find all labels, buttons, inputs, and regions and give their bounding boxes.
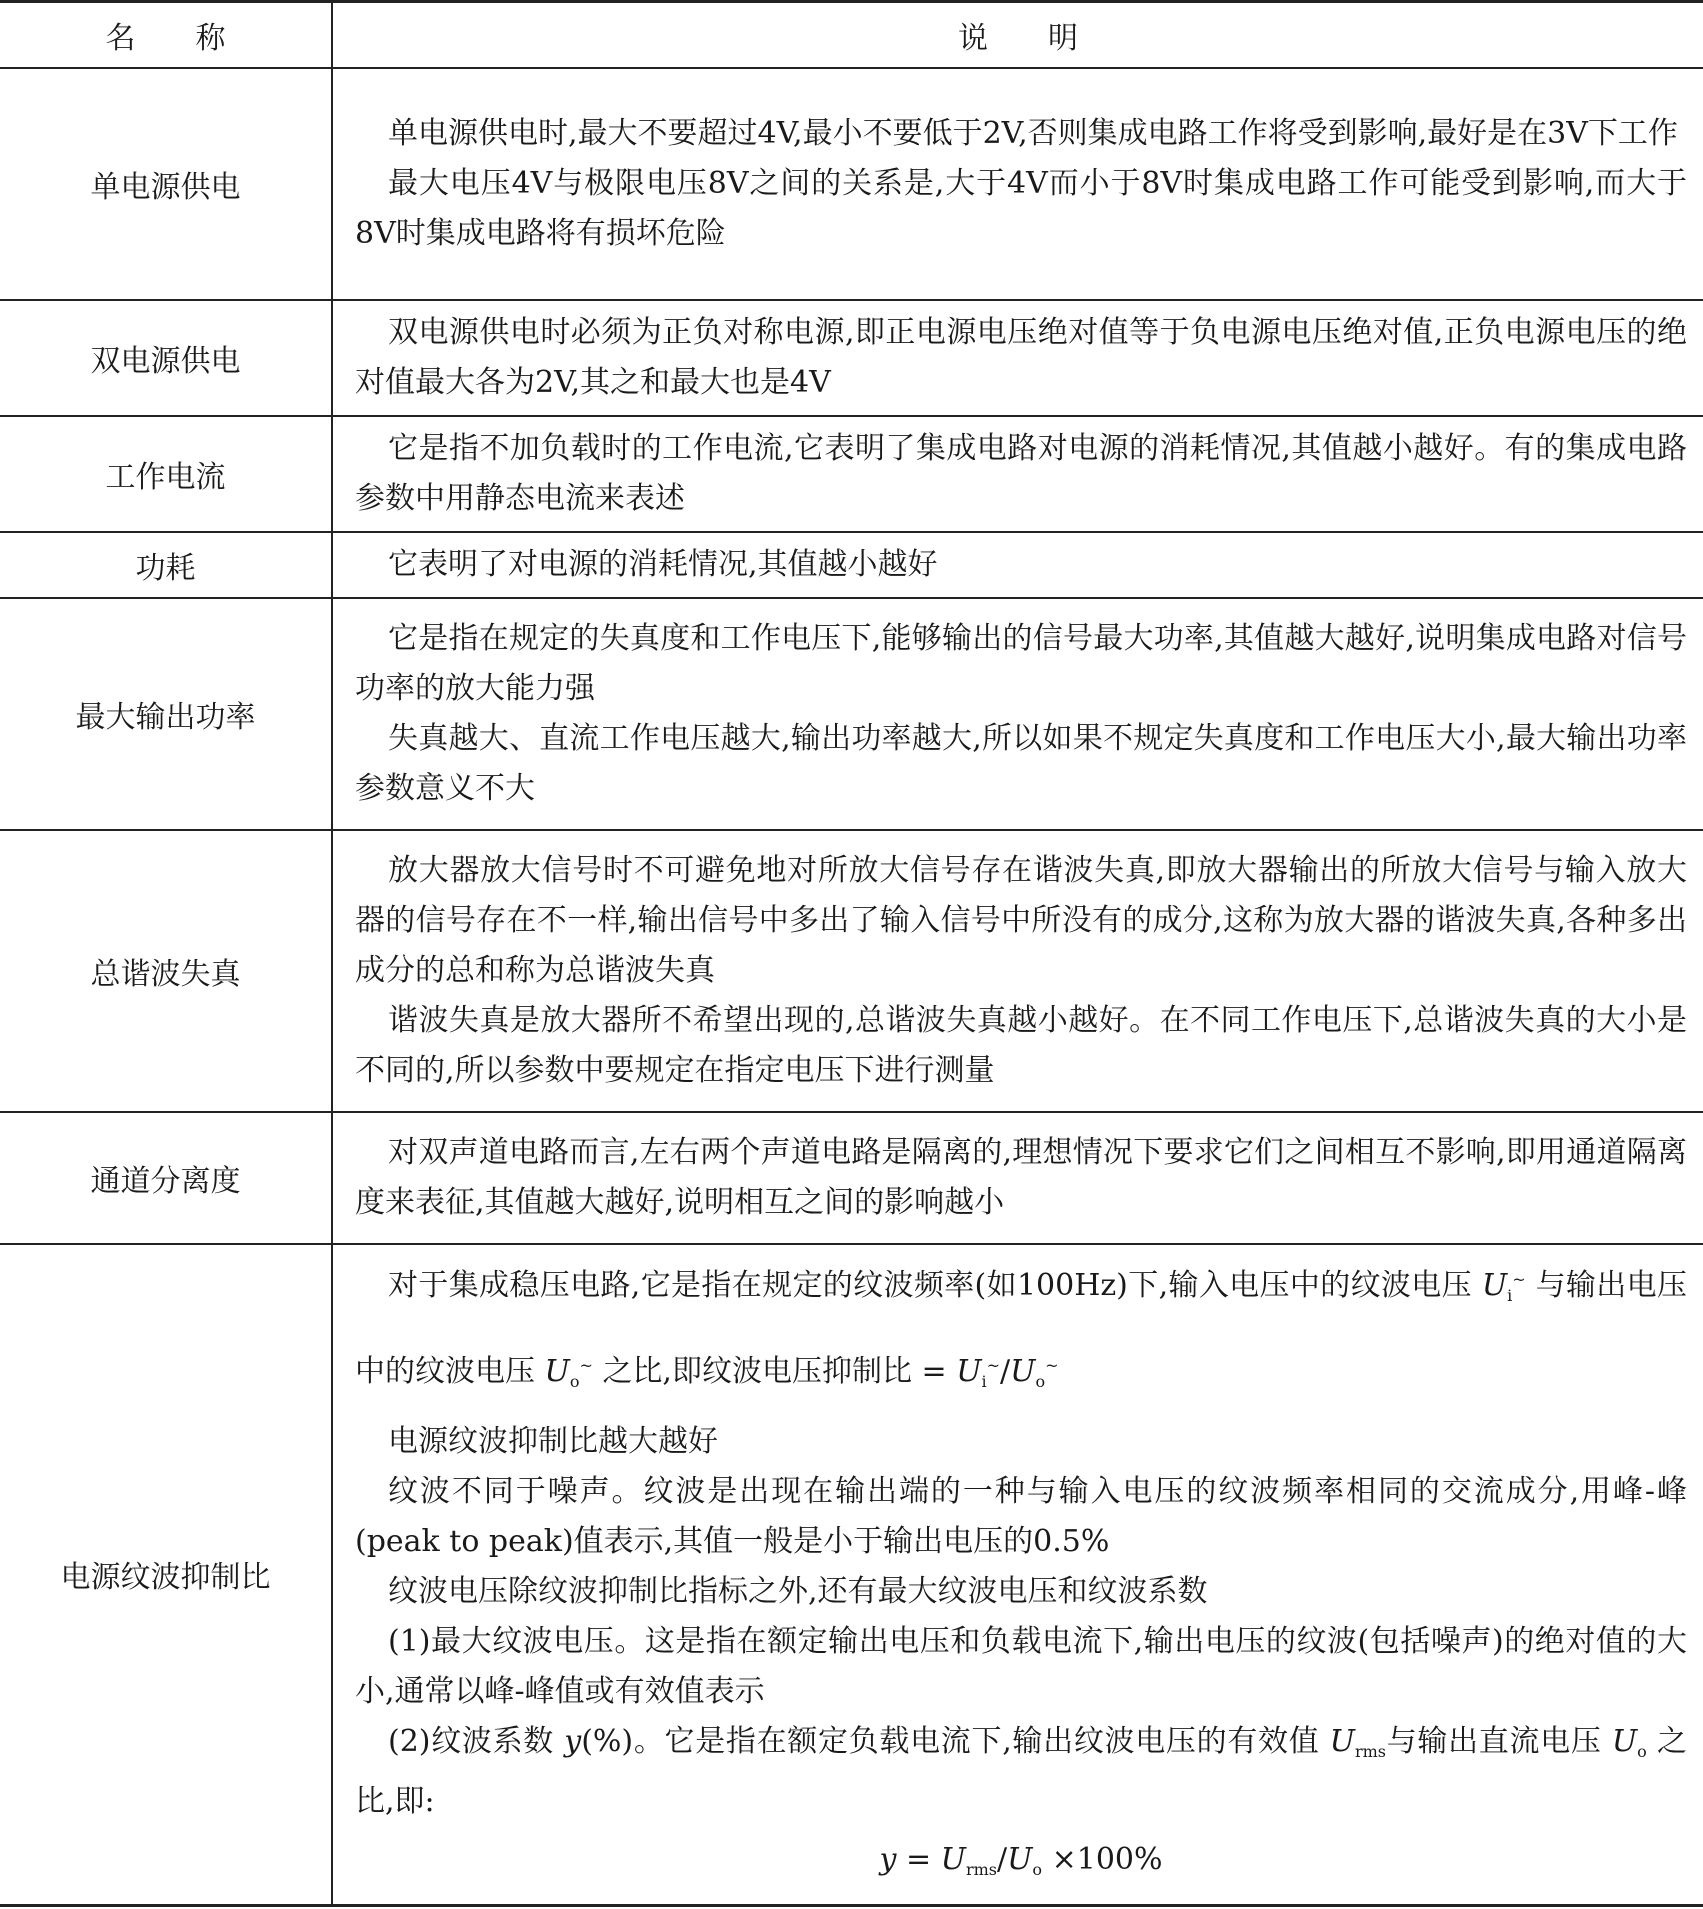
row-paragraph: 它是指不加负载时的工作电流,它表明了集成电路对电源的消耗情况,其值越小越好。有的集成电路参数中用静态电流来表述 [355,430,1687,516]
ripple-formula: $y = U_{rms}/U_o \times 100\%$ [879,1842,1163,1880]
row-desc [332,416,1703,532]
row-desc [332,1112,1703,1244]
row-paragraph: 单电源供电时,最大不要超过4V,最小不要低于2V,否则集成电路工作将受到影响,最好是在3V下工作 [388,115,1678,151]
row-paragraph: 放大器放大信号时不可避免地对所放大信号存在谐波失真,即放大器输出的所放大信号与输入放大器的信号存在不一样,输出信号中多出了输入信号中所没有的成分,这称为放大器的谐波失真,各种多出成分的总和称为总谐波失真 [355,852,1687,988]
row-paragraph: 它是指在规定的失真度和工作电压下,能够输出的信号最大功率,其值越大越好,说明集成电路对信号功率的放大能力强 [355,620,1687,706]
row-desc [332,300,1703,416]
row-name: 单电源供电 [0,68,332,300]
table-row [0,300,1703,416]
row-paragraph: 它表明了对电源的消耗情况,其值越小越好 [388,546,938,582]
row-desc [332,68,1703,300]
row-name: 通道分离度 [0,1112,332,1244]
row-paragraph: 电源纹波抑制比越大越好 [388,1424,718,1460]
table-row [0,416,1703,532]
row-name: 功耗 [0,532,332,598]
row-name: 双电源供电 [0,300,332,416]
header-desc: 说 明 [332,2,1703,68]
row-paragraph: 失真越大、直流工作电压越大,输出功率越大,所以如果不规定失真度和工作电压大小,最大输出功率参数意义不大 [355,720,1687,806]
table-row [0,532,1703,598]
row-paragraph: 最大电压4V与极限电压8V之间的关系是,大于4V而小于8V时集成电路工作可能受到影响,而大于8V时集成电路将有损坏危险 [355,165,1687,251]
header-name: 名 称 [0,2,332,68]
row-name: 最大输出功率 [0,598,332,830]
row-desc [332,830,1703,1112]
row-name: 电源纹波抑制比 [0,1244,332,1906]
table-row [0,830,1703,1112]
row-desc [332,532,1703,598]
table-header-row [0,2,1703,68]
row-desc [332,598,1703,830]
row-paragraph: 纹波电压除纹波抑制比指标之外,还有最大纹波电压和纹波系数 [388,1574,1208,1610]
row-name: 总谐波失真 [0,830,332,1112]
table-row [0,1112,1703,1244]
table-row [0,68,1703,300]
ripple-definition: 对于集成稳压电路,它是指在规定的纹波频率(如100Hz)下,输入电压中的纹波电压 $U_i^\sim$ 与输出电压中的纹波电压 $U_o^\sim$ 之比,即纹波电压抑制比 = $U_i^\sim/U_o^\sim$ [355,1268,1687,1392]
row-name: 工作电流 [0,416,332,532]
ripple-coefficient: (2)纹波系数 y(%)。它是指在额定负载电流下,输出纹波电压的有效值 $U_{rms}$与输出直流电压 $U_o$ 之比,即: [355,1724,1688,1820]
row-paragraph: 双电源供电时必须为正负对称电源,即正电源电压绝对值等于负电源电压绝对值,正负电源电压的绝对值最大各为2V,其之和最大也是4V [355,314,1687,400]
row-paragraph: (1)最大纹波电压。这是指在额定输出电压和负载电流下,输出电压的纹波(包括噪声)的绝对值的大小,通常以峰-峰值或有效值表示 [355,1624,1687,1710]
row-desc [332,1244,1703,1906]
row-paragraph: 对双声道电路而言,左右两个声道电路是隔离的,理想情况下要求它们之间相互不影响,即用通道隔离度来表征,其值越大越好,说明相互之间的影响越小 [355,1134,1687,1220]
row-paragraph: 纹波不同于噪声。纹波是出现在输出端的一种与输入电压的纹波频率相同的交流成分,用峰-峰(peak to peak)值表示,其值一般是小于输出电压的0.5% [355,1474,1687,1560]
table-row [0,1244,1703,1906]
table-row [0,598,1703,830]
row-paragraph: 谐波失真是放大器所不希望出现的,总谐波失真越小越好。在不同工作电压下,总谐波失真的大小是不同的,所以参数中要规定在指定电压下进行测量 [355,1002,1687,1088]
